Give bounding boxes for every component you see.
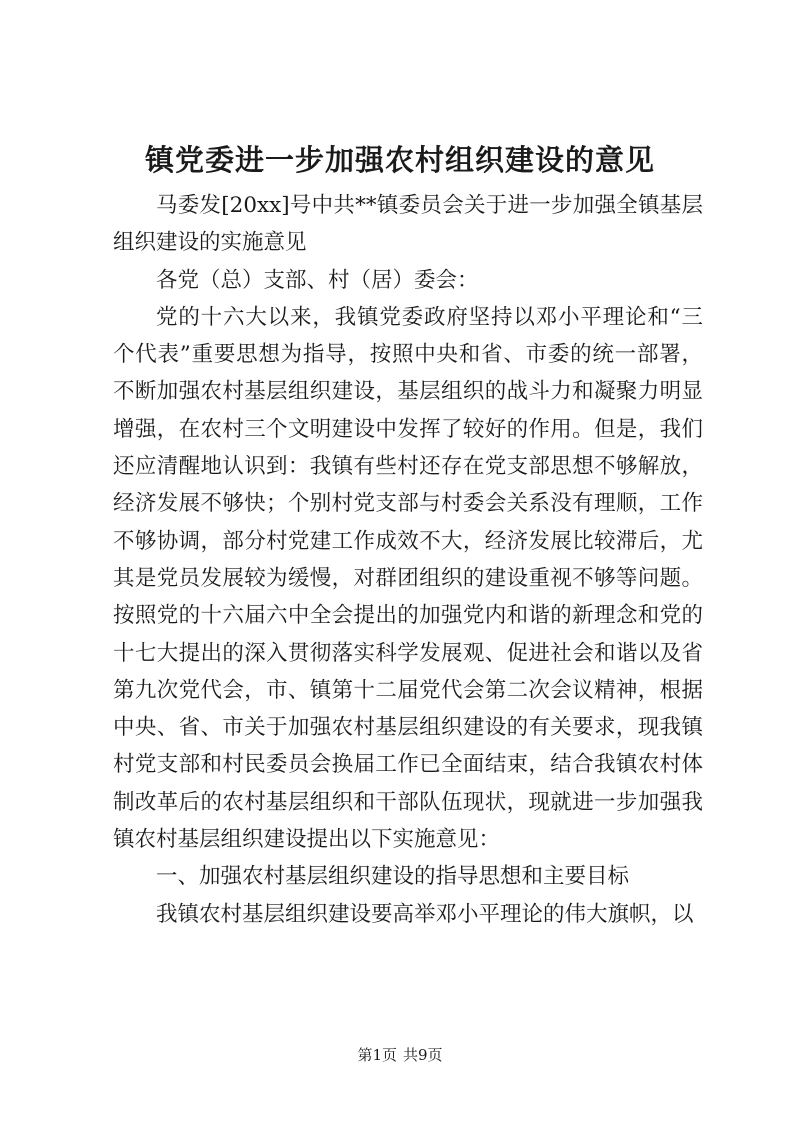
document-body	[113, 187, 703, 933]
paragraph-background: 党的十六大以来，我镇党委政府坚持以邓小平理论和“三个代表”重要思想为指导，按照中央和省、市委的统一部署，不断加强农村基层组织建设，基层组织的战斗力和凝聚力明显增强，在农村三个文明建设中发挥了较好的作用。但是，我们还应清醒地认识到：我镇有些村还存在党支部思想不够解放，经济发展不够快；个别村党支部与村委会关系没有理顺，工作不够协调，部分村党建工作成效不大，经济发展比较滞后，尤其是党员发展较为缓慢，对群团组织的建设重视不够等问题。按照党的十六届六中全会提出的加强党内和谐的新理念和党的十七大提出的深入贯彻落实科学发展观、促进社会和谐以及省第九次党代会，市、镇第十二届党代会第二次会议精神，根据中央、省、市关于加强农村基层组织建设的有关要求，现我镇村党支部和村民委员会换届工作已全面结束，结合我镇农村体制改革后的农村基层组织和干部队伍现状，现就进一步加强我镇农村基层组织建设提出以下实施意见：	[113, 304, 703, 853]
paragraph-salutation: 各党（总）支部、村（居）委会：	[156, 267, 479, 293]
page-total: 共9页	[403, 1046, 443, 1064]
page-footer	[0, 1045, 800, 1065]
paragraph-document-number: 马委发[20xx]号中共**镇委员会关于进一步加强全镇基层组织建设的实施意见	[113, 193, 703, 256]
page-number: 第1页	[357, 1046, 397, 1064]
document-title: 镇党委进一步加强农村组织建设的意见	[144, 143, 655, 177]
paragraph-section-body: 我镇农村基层组织建设要高举邓小平理论的伟大旗帜，以	[156, 901, 694, 927]
paragraph-section-heading: 一、加强农村基层组织建设的指导思想和主要目标	[156, 864, 630, 890]
